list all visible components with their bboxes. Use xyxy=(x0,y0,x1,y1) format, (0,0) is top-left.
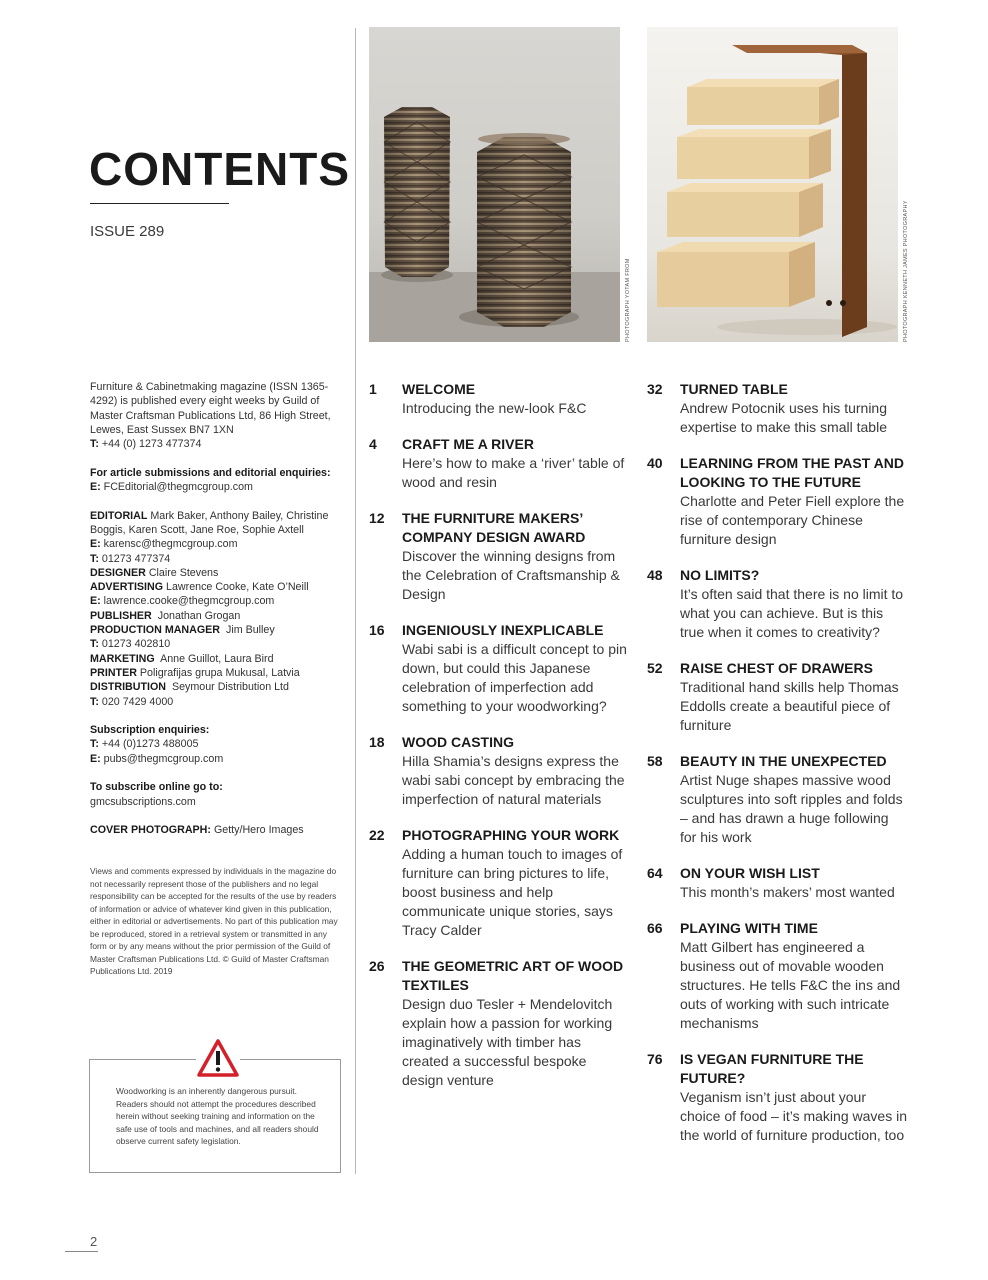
toc-heading: PLAYING WITH TIME xyxy=(680,920,818,936)
toc-description: Adding a human touch to images of furniture can bring pictures to life, boost business and help communicate unique stories, says Tracy Calder xyxy=(402,846,623,938)
toc-heading: ON YOUR WISH LIST xyxy=(680,865,820,881)
toc-description: Charlotte and Peter Fiell explore the rise of contemporary Chinese furniture design xyxy=(680,493,905,547)
title-underline xyxy=(90,203,229,204)
toc-entry[interactable] xyxy=(369,826,629,940)
toc-description: Artist Nuge shapes massive wood sculptures into soft ripples and folds – and has drawn a huge following for his work xyxy=(680,772,903,845)
editorial-names: Mark Baker, Anthony Bailey, Christine Boggis, Karen Scott, Jane Roe, Sophie Axtell xyxy=(90,509,329,536)
toc-description: Design duo Tesler + Mendelovitch explain how a passion for working imaginatively with timber has created a successful bespoke design venture xyxy=(402,996,613,1088)
warning-triangle-icon xyxy=(196,1038,240,1078)
page-number-rule xyxy=(65,1251,98,1252)
toc-heading: PHOTOGRAPHING YOUR WORK xyxy=(402,827,620,843)
toc-entry[interactable] xyxy=(647,380,907,437)
masthead-intro: Furniture & Cabinetmaking magazine (ISSN 1365-4292) is published every eight weeks by Guild of Master Craftsman Publications Ltd, 86 High Street, Lewes, East Sussex BN7 1XN xyxy=(90,381,331,436)
toc-entry[interactable] xyxy=(369,435,629,492)
toc-page-number: 64 xyxy=(647,865,663,881)
toc-entry[interactable] xyxy=(647,752,907,847)
toc-page-number: 40 xyxy=(647,455,663,471)
submissions-heading: For article submissions and editorial enquiries: xyxy=(90,466,331,479)
toc-page-number: 58 xyxy=(647,753,663,769)
stools-illustration xyxy=(369,27,620,342)
production-phone: 01273 402810 xyxy=(101,638,171,651)
designer-name: Claire Stevens xyxy=(148,566,219,579)
toc-entry[interactable] xyxy=(647,1050,907,1145)
toc-entry[interactable] xyxy=(369,957,629,1090)
toc-page-number: 32 xyxy=(647,381,663,397)
toc-page-number: 76 xyxy=(647,1051,663,1067)
toc-heading: BEAUTY IN THE UNEXPECTED xyxy=(680,753,887,769)
toc-description: Matt Gilbert has engineered a business out of movable wooden structures. He tells F&C the ins and outs of working with such intricate mechanisms xyxy=(680,939,901,1031)
toc-heading: LEARNING FROM THE PAST AND LOOKING TO THE FUTURE xyxy=(680,455,904,490)
toc-entry[interactable] xyxy=(647,659,907,735)
photo-credit-left: PHOTOGRAPH YOTAM FROM xyxy=(625,258,631,342)
toc-description: Veganism isn’t just about your choice of food – it’s making waves in the world of furniture production, too xyxy=(680,1089,907,1143)
toc-heading: IS VEGAN FURNITURE THE FUTURE? xyxy=(680,1051,864,1086)
marketing-names: Anne Guillot, Laura Bird xyxy=(160,652,274,665)
page-number: 2 xyxy=(90,1234,98,1249)
toc-entry[interactable] xyxy=(369,380,629,418)
toc-page-number: 26 xyxy=(369,958,385,974)
publisher-name: Jonathan Grogan xyxy=(157,609,241,622)
toc-entry[interactable] xyxy=(647,919,907,1033)
issue-number: ISSUE 289 xyxy=(90,223,165,240)
subscription-phone: +44 (0)1273 488005 xyxy=(101,738,199,751)
advertising-names: Lawrence Cooke, Kate O’Neill xyxy=(166,581,309,594)
legal-disclaimer: Views and comments expressed by individuals in the magazine do not necessarily represent those of the publishers and no legal responsibility can be accepted for the results of the use by readers of information or advice of whatever kind given in this publication, either in editorial or advertisements. No part of this publication may be reproduced, stored in a retrieval system or transmitted in any form or by any means without the prior permission of the Guild of Master Craftsman Publications Ltd. © Guild of Master Craftsman Publications Ltd. 2019 xyxy=(90,866,338,976)
toc-page-number: 12 xyxy=(369,510,385,526)
chest-illustration xyxy=(647,27,898,342)
toc-entry[interactable] xyxy=(369,733,629,809)
distribution-phone: 020 7429 4000 xyxy=(101,695,174,708)
editorial-phone: 01273 477374 xyxy=(101,552,171,565)
toc-right-column xyxy=(647,380,907,1162)
toc-heading: NO LIMITS? xyxy=(680,567,760,583)
photo-faceted-stools xyxy=(369,27,620,342)
toc-left-column xyxy=(369,380,629,1107)
toc-entry[interactable] xyxy=(647,454,907,549)
toc-page-number: 4 xyxy=(369,436,377,452)
safety-warning-box xyxy=(89,1059,341,1173)
toc-description: Wabi sabi is a difficult concept to pin down, but could this Japanese celebration of imperfection add something to your woodworking? xyxy=(402,641,627,714)
toc-page-number: 52 xyxy=(647,660,663,676)
column-divider xyxy=(355,28,356,1174)
toc-description: Discover the winning designs from the Celebration of Craftsmanship & Design xyxy=(402,548,620,602)
masthead-phone: +44 (0) 1273 477374 xyxy=(101,438,202,451)
toc-heading: WOOD CASTING xyxy=(402,734,514,750)
editorial-email[interactable]: karensc@thegmcgroup.com xyxy=(103,538,238,551)
toc-heading: RAISE CHEST OF DRAWERS xyxy=(680,660,873,676)
toc-heading: CRAFT ME A RIVER xyxy=(402,436,534,452)
online-heading: To subscribe online go to: xyxy=(90,781,223,794)
printer-name: Poligrafijas grupa Mukusal, Latvia xyxy=(139,666,300,679)
subscription-email[interactable]: pubs@thegmcgroup.com xyxy=(103,752,224,765)
cover-credit: Getty/Hero Images xyxy=(213,824,304,837)
toc-page-number: 1 xyxy=(369,381,377,397)
production-name: Jim Bulley xyxy=(225,624,275,637)
toc-entry[interactable] xyxy=(647,864,907,902)
toc-page-number: 48 xyxy=(647,567,663,583)
photo-credit-right: PHOTOGRAPH KENNETH JAMES PHOTOGRAPHY xyxy=(903,200,909,342)
toc-entry[interactable] xyxy=(369,621,629,716)
masthead: Furniture & Cabinetmaking magazine (ISSN 1365-4292) is published every eight weeks by Guild of Master Craftsman Publications Ltd, 86 High Street, Lewes, East Sussex BN7 1XN T: +44 (0) 1273 477374 For article submissions and editorial enquiries: E: FCEditorial@thegmcgroup.com EDITORIAL Mark Baker, Anthony Bailey, Christine Boggis, Karen Scott, Jane Roe, Sophie Axtell E: karensc@thegmcgroup.com T: 01273 477374 DESIGNER Claire Stevens ADVERTISING Lawrence Cooke, Kate O’Neill E: lawrence.cooke@thegmcgroup.com PUBLISHER Jonathan Grogan PRODUCTION MANAGER Jim Bulley T: 01273 402810 MARKETING Anne Guillot, Laura Bird PRINTER Poligrafijas grupa Mukusal, Latvia DISTRIBUTION Seymour Distribution Ltd T: 020 7429 4000 Subscription enquiries: T: +44 (0)1273 488005 E: pubs@thegmcgroup.com To subscribe online go to: gmcsubscriptions.com COVER PHOTOGRAPH: Getty/Hero Images xyxy=(90,380,340,838)
toc-entry[interactable] xyxy=(647,566,907,642)
toc-description: Introducing the new-look F&C xyxy=(402,400,587,416)
toc-description: This month’s makers’ most wanted xyxy=(680,884,895,900)
toc-page-number: 66 xyxy=(647,920,663,936)
online-url[interactable]: gmcsubscriptions.com xyxy=(90,795,196,808)
page-title: CONTENTS xyxy=(89,143,350,195)
toc-entry[interactable] xyxy=(369,509,629,604)
toc-heading: THE FURNITURE MAKERS’ COMPANY DESIGN AWARD xyxy=(402,510,586,545)
toc-description: It’s often said that there is no limit to what you can achieve. But is this true when it comes to creativity? xyxy=(680,586,904,640)
warning-text: Woodworking is an inherently dangerous pursuit. Readers should not attempt the procedures described herein without seeking training and information on the safe use of tools and machines, and all readers should observe current safety legislation. xyxy=(116,1086,319,1146)
subscription-heading: Subscription enquiries: xyxy=(90,724,210,737)
photo-chest-of-drawers xyxy=(647,27,898,342)
toc-heading: INGENIOUSLY INEXPLICABLE xyxy=(402,622,604,638)
toc-page-number: 16 xyxy=(369,622,385,638)
toc-description: Traditional hand skills help Thomas Eddolls create a beautiful piece of furniture xyxy=(680,679,899,733)
toc-page-number: 18 xyxy=(369,734,385,750)
toc-page-number: 22 xyxy=(369,827,385,843)
toc-heading: TURNED TABLE xyxy=(680,381,788,397)
toc-description: Hilla Shamia’s designs express the wabi sabi concept by embracing the imperfection of natural materials xyxy=(402,753,625,807)
toc-heading: THE GEOMETRIC ART OF WOOD TEXTILES xyxy=(402,958,624,993)
toc-heading: WELCOME xyxy=(402,381,476,397)
toc-description: Andrew Potocnik uses his turning expertise to make this small table xyxy=(680,400,887,435)
advertising-email[interactable]: lawrence.cooke@thegmcgroup.com xyxy=(103,595,275,608)
submissions-email[interactable]: FCEditorial@thegmcgroup.com xyxy=(103,481,253,494)
distribution-name: Seymour Distribution Ltd xyxy=(171,681,289,694)
toc-description: Here’s how to make a ‘river’ table of wood and resin xyxy=(402,455,625,490)
